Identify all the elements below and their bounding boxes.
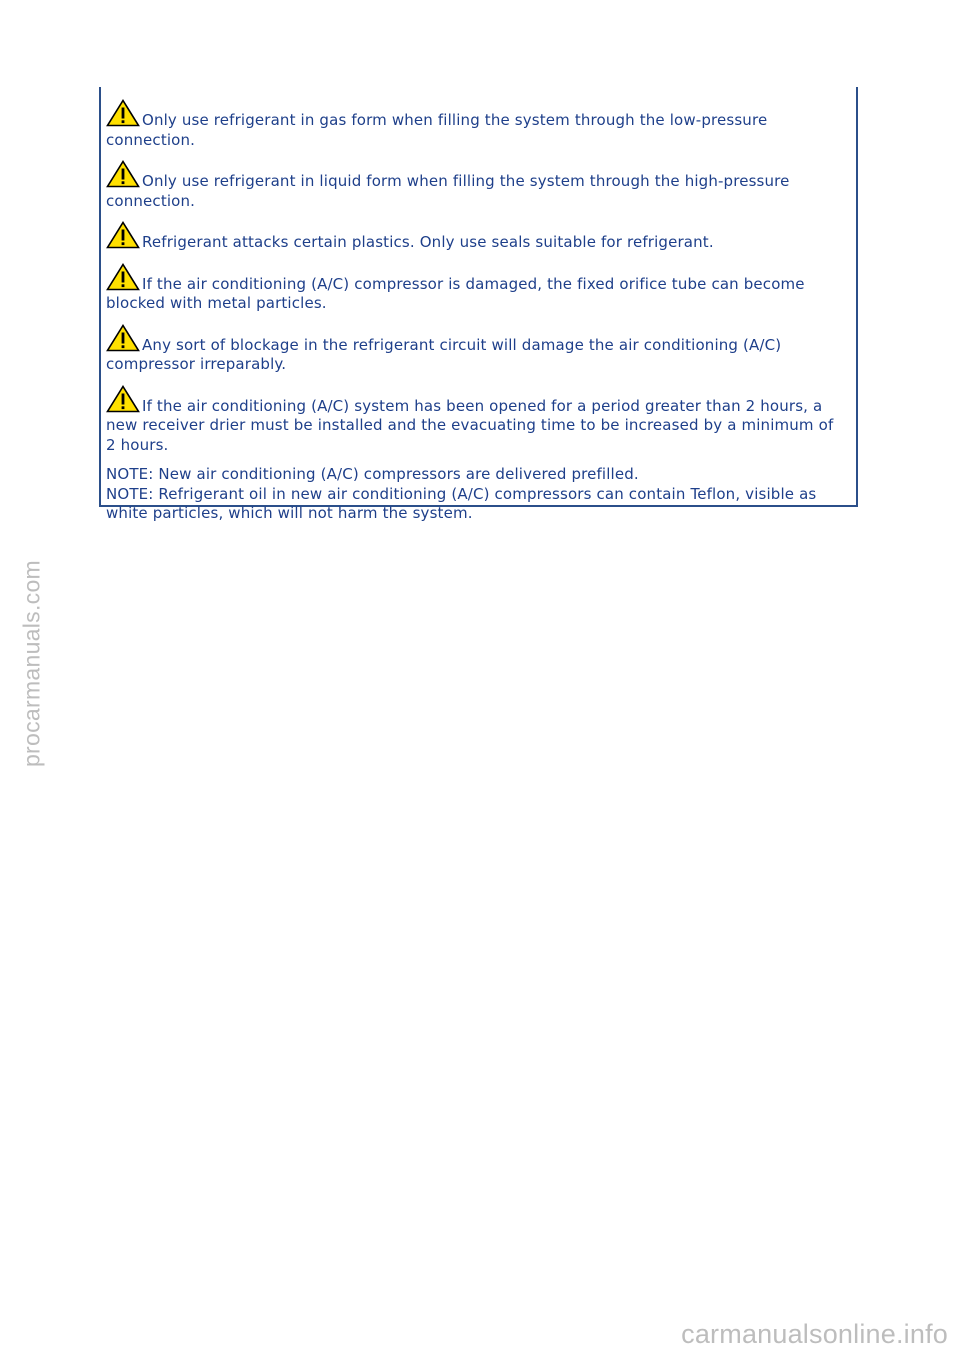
warning-panel: [99, 87, 858, 522]
warning-item: [106, 263, 841, 314]
warning-text: If the air conditioning (A/C) compressor is damaged, the fixed orifice tube can become blocked with metal particles.: [106, 274, 805, 312]
note-text: NOTE: New air conditioning (A/C) compressors are delivered prefilled.: [106, 465, 639, 483]
side-watermark: procarmanuals.com: [18, 559, 45, 768]
warning-item: [106, 221, 841, 253]
warning-item: [106, 385, 841, 456]
warning-text: Refrigerant attacks certain plastics. Only use seals suitable for refrigerant.: [142, 233, 714, 251]
warning-text: Only use refrigerant in liquid form when filling the system through the high-pressure connection.: [106, 172, 790, 210]
panel-content: [106, 99, 841, 524]
warning-triangle-icon: [106, 263, 140, 291]
warning-triangle-icon: [106, 99, 140, 127]
warning-item: [106, 160, 841, 211]
warning-text: Any sort of blockage in the refrigerant circuit will damage the air conditioning (A/C) compressor irreparably.: [106, 335, 782, 373]
warning-triangle-icon: [106, 221, 140, 249]
warning-item: [106, 99, 841, 150]
warning-triangle-icon: [106, 160, 140, 188]
warning-item: [106, 324, 841, 375]
warning-triangle-icon: [106, 385, 140, 413]
bottom-watermark: carmanualsonline.info: [681, 1319, 948, 1349]
warning-triangle-icon: [106, 324, 140, 352]
warning-text: Only use refrigerant in gas form when filling the system through the low-pressure connection.: [106, 111, 768, 149]
warning-text: If the air conditioning (A/C) system has been opened for a period greater than 2 hours, a new receiver drier must be installed and the evacuating time to be increased by a minimum of 2 hours.: [106, 396, 834, 454]
note-text: NOTE: Refrigerant oil in new air conditioning (A/C) compressors can contain Teflon, visible as white particles, which will not harm the system.: [106, 484, 817, 522]
